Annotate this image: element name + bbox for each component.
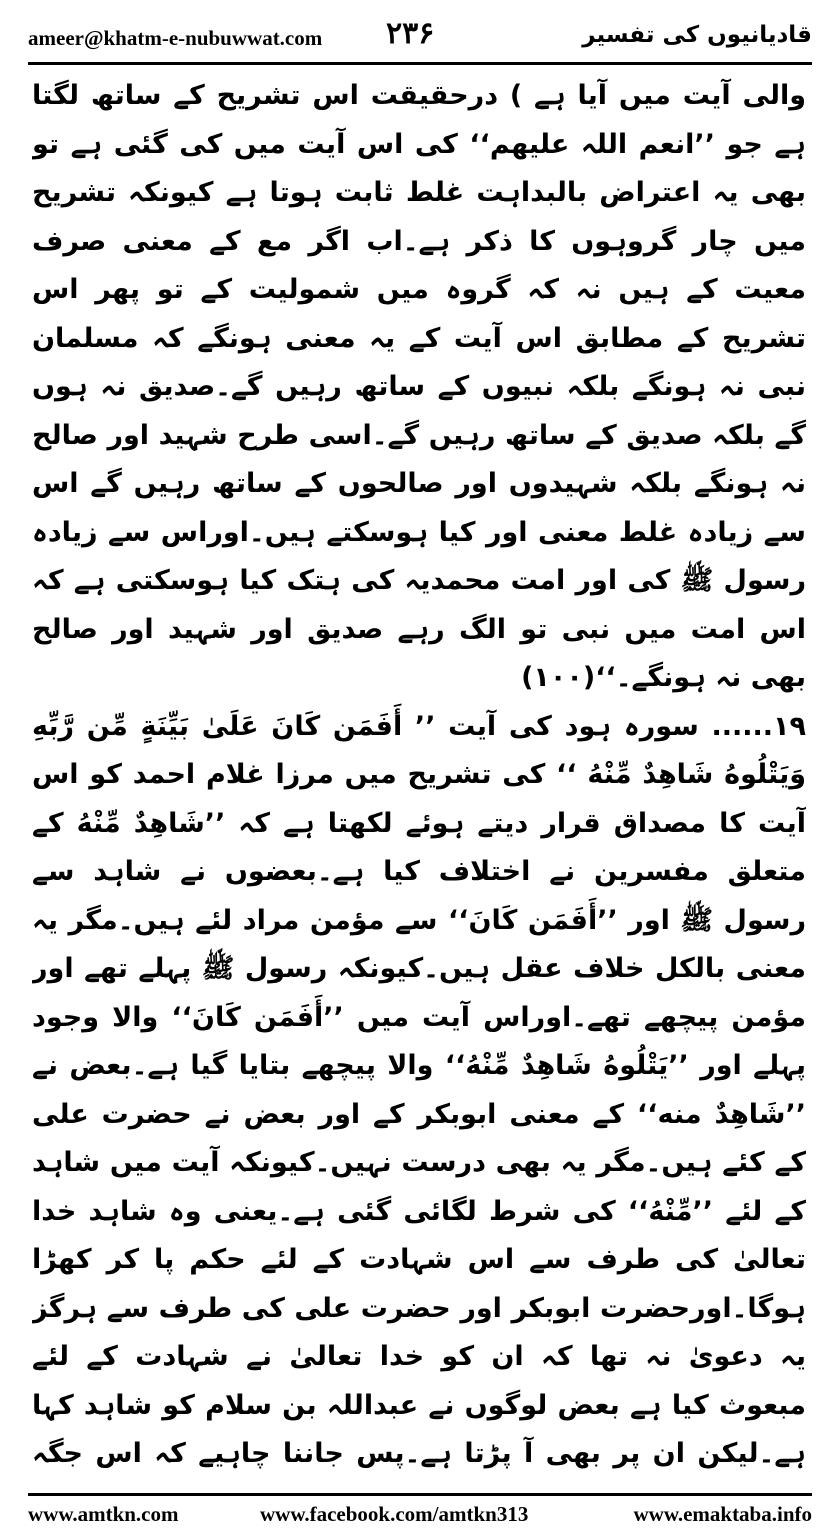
page-body (32, 72, 806, 1487)
footer-link-emaktaba[interactable]: www.emaktaba.info (633, 1502, 812, 1526)
header-email: ameer@khatm-e-nubuwwat.com (28, 26, 323, 50)
header-divider (28, 62, 812, 65)
footer-link-amtkn[interactable]: www.amtkn.com (28, 1502, 179, 1526)
book-title: قادیانیوں کی تفسیر (582, 22, 812, 48)
page-number: ۲۳۶ (386, 16, 435, 51)
footer-divider (28, 1493, 812, 1496)
body-paragraph-1: والی آیت میں آیا ہے ) درحقیقت اس تشریح کے ساتھ لگتا ہے جو ’’انعم اللہ علیھم‘‘ کی اس آیت میں کی گئی ہے تو بھی یہ اعتراض بالبداہت غلط ثابت ہوتا ہے کیونکہ تشریح میں چار گروہوں کا ذکر ہے۔اب اگر مع کے معنی صرف معیت کے ہیں نہ کہ گروہ میں شمولیت کے تو پھر اس تشریح کے مطابق اس آیت کے یہ معنی ہونگے کہ مسلمان نبی نہ ہونگے بلکہ نبیوں کے ساتھ رہیں گے۔صدیق نہ ہوں گے بلکہ صدیق کے ساتھ رہیں گے۔اسی طرح شہید اور صالح نہ ہونگے بلکہ شہیدوں اور صالحوں کے ساتھ رہیں گے اس سے زیادہ غلط معنی اور کیا ہوسکتے ہیں۔اوراس سے زیادہ رسول ﷺ کی اور امت محمدیہ کی ہتک کیا ہوسکتی ہے کہ اس امت میں نبی تو الگ رہے صدیق اور شہید اور صالح بھی نہ ہونگے۔‘‘(۱۰۰) (32, 80, 806, 693)
body-paragraph-2: ۱۹...... سورہ ہود کی آیت ’’ أَفَمَن كَانَ عَلَىٰ بَيِّنَةٍ مِّن رَّبِّهِ وَيَتْلُوهُ شَاهِدٌ مِّنْهُ ‘‘ کی تشریح میں مرزا غلام احمد کو اس آیت کا مصداق قرار دیتے ہوئے لکھتا ہے کہ ’’شَاهِدٌ مِّنْهُ کے متعلق مفسرین نے اختلاف کیا ہے۔بعضوں نے شاہد سے رسول ﷺ اور ’’أَفَمَن كَانَ‘‘ سے مؤمن مراد لئے ہیں۔مگر یہ معنی بالکل خلاف عقل ہیں۔کیونکہ رسول ﷺ پہلے تھے اور مؤمن پیچھے تھے۔اوراس آیت میں ’’أَفَمَن كَانَ‘‘ والا وجود پہلے اور ’’يَتْلُوهُ شَاهِدٌ مِّنْهُ‘‘ والا پیچھے بتایا گیا ہے۔بعض نے ’’شَاهِدٌ منه‘‘ کے معنی ابوبکر کے اور بعض نے حضرت علی کے کئے ہیں۔مگر یہ بھی درست نہیں۔کیونکہ آیت میں شاہد کے لئے ’’مِّنْهُ‘‘ کی شرط لگائی گئی ہے۔یعنی وہ شاہد خدا تعالیٰ کی طرف سے اس شہادت کے لئے حکم پا کر کھڑا ہوگا۔اورحضرت ابوبکر اور حضرت علی کی طرف سے ہرگز یہ دعویٰ نہ تھا کہ ان کو خدا تعالیٰ نے شہادت کے لئے مبعوث کیا ہے بعض لوگوں نے عبداللہ بن سلام کو شاہد کہا ہے۔لیکن ان پر بھی آ پڑتا ہے۔پس جاننا چاہیے کہ اس جگہ (32, 710, 806, 1469)
page-footer (28, 1502, 812, 1532)
footer-link-facebook[interactable]: www.facebook.com/amtkn313 (260, 1502, 529, 1526)
page-header (28, 12, 812, 58)
